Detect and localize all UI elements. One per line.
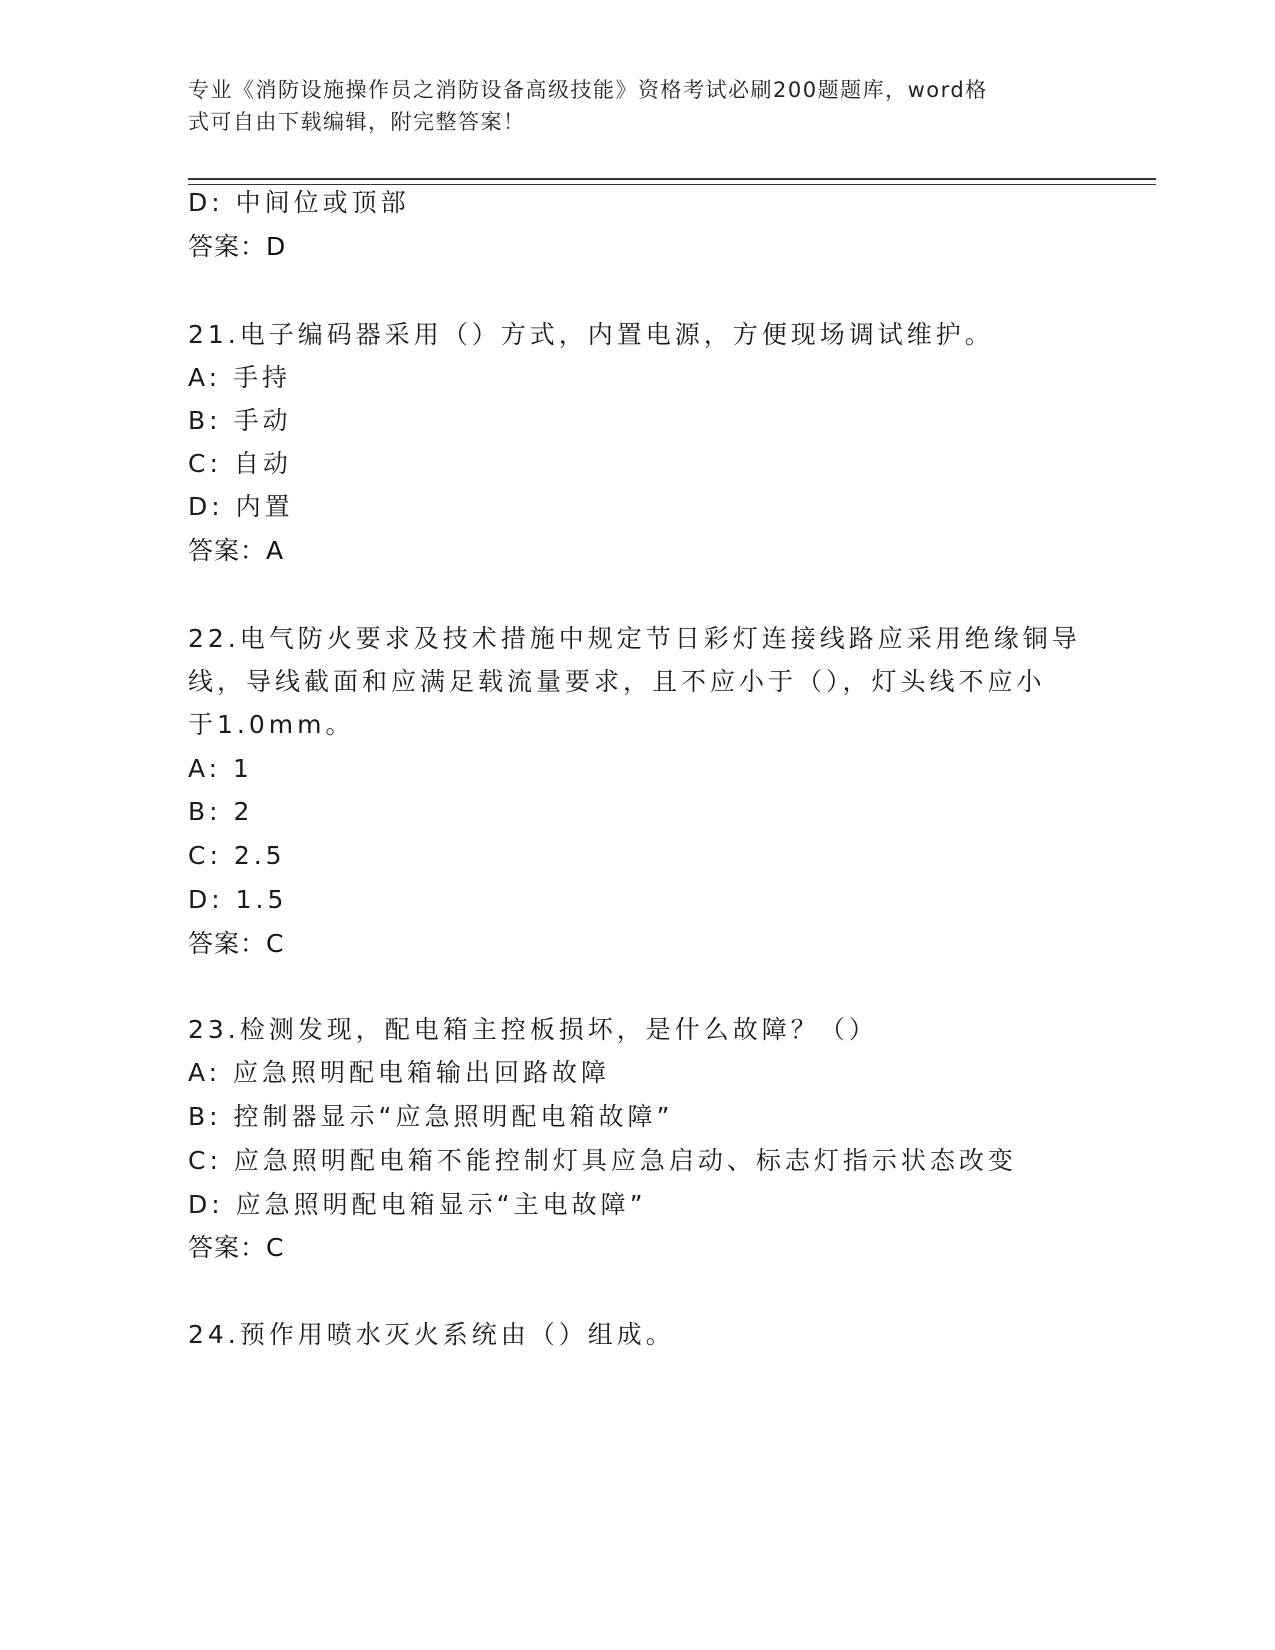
header-divider-thin bbox=[188, 184, 1156, 185]
header-line-2: 式可自由下载编辑，附完整答案！ bbox=[188, 110, 526, 134]
document-header bbox=[188, 74, 1068, 138]
q21-option-a: A: 手持 bbox=[188, 363, 292, 392]
q23-option-c: C: 应急照明配电箱不能控制灯具应急启动、标志灯指示状态改变 bbox=[188, 1146, 1017, 1175]
q22-option-a: A: 1 bbox=[188, 754, 253, 783]
q23-stem: 23.检测发现，配电箱主控板损坏，是什么故障？（） bbox=[188, 1015, 878, 1044]
q22-option-d: D: 1.5 bbox=[188, 885, 288, 914]
header-divider-thick bbox=[188, 178, 1156, 180]
q21-option-c: C: 自动 bbox=[188, 449, 292, 478]
q23-answer: 答案：C bbox=[188, 1233, 285, 1262]
q23-option-b: B: 控制器显示“应急照明配电箱故障” bbox=[188, 1102, 674, 1131]
q22-option-c: C: 2.5 bbox=[188, 841, 286, 870]
q22-option-b: B: 2 bbox=[188, 797, 254, 826]
q23-option-a: A: 应急照明配电箱输出回路故障 bbox=[188, 1058, 611, 1087]
q23-option-d: D: 应急照明配电箱显示“主电故障” bbox=[188, 1190, 647, 1219]
q21-answer: 答案：A bbox=[188, 536, 285, 565]
q21-stem: 21.电子编码器采用（）方式，内置电源，方便现场调试维护。 bbox=[188, 320, 994, 349]
q22-stem-line-3: 于1.0mm。 bbox=[188, 710, 355, 739]
q21-option-d: D: 内置 bbox=[188, 492, 294, 521]
q22-stem-line-1: 22.电气防火要求及技术措施中规定节日彩灯连接线路应采用绝缘铜导 bbox=[188, 624, 1081, 653]
q22-answer: 答案：C bbox=[188, 929, 285, 958]
header-line-1: 专业《消防设施操作员之消防设备高级技能》资格考试必刷200题题库，word格 bbox=[188, 78, 988, 102]
q21-option-b: B: 手动 bbox=[188, 406, 292, 435]
q24-stem: 24.预作用喷水灭火系统由（）组成。 bbox=[188, 1320, 675, 1349]
q22-stem-line-2: 线，导线截面和应满足载流量要求，且不应小于（），灯头线不应小 bbox=[188, 667, 1046, 696]
prev-answer: 答案：D bbox=[188, 232, 287, 261]
prev-option-d: D: 中间位或顶部 bbox=[188, 188, 410, 217]
